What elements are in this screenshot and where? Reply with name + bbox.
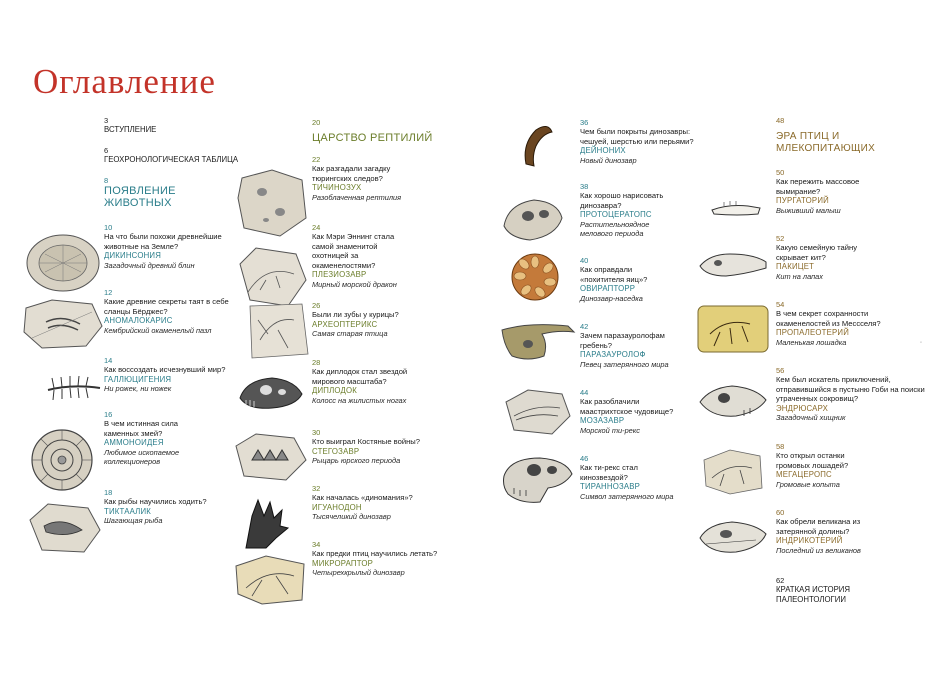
- stegosaurus-fossil-illustration: [232, 430, 308, 482]
- toc-entry[interactable]: [776, 234, 871, 281]
- entry-subtitle: Колосс на жилистых ногах: [312, 395, 407, 405]
- toc-entry[interactable]: [104, 146, 244, 165]
- entry-name: МОЗАЗАВР: [580, 416, 625, 426]
- page-number: 20: [312, 118, 321, 127]
- protoceratops-skull-illustration: [500, 196, 564, 244]
- toc-entry[interactable]: [104, 410, 204, 467]
- toc-entry[interactable]: [776, 300, 896, 347]
- page-number: 42: [580, 322, 589, 331]
- entry-question: Кем был искатель приключений, отправившийся в пустыню Гоби на поиски утраченных сокровищ?: [776, 375, 925, 404]
- entry-question: Как хорошо нарисовать динозавра?: [580, 191, 664, 210]
- page-number: 10: [104, 223, 113, 232]
- t-rex-skull-illustration: [500, 452, 576, 508]
- entry-question: Чем были покрыты динозавры: чешуей, шерстью или перьями?: [580, 127, 694, 146]
- page-number: 16: [104, 410, 113, 419]
- entry-title: ВСТУПЛЕНИЕ: [104, 125, 157, 134]
- toc-entry[interactable]: [580, 454, 680, 501]
- entry-name: АНОМАЛОКАРИС: [104, 316, 173, 326]
- entry-name: ОВИРАПТОРР: [580, 284, 636, 294]
- toc-entry[interactable]: [312, 155, 412, 202]
- entry-subtitle: Символ затерянного мира: [580, 491, 674, 501]
- page-number: 50: [776, 168, 785, 177]
- page-number: 22: [312, 155, 321, 164]
- page-number: 3: [104, 116, 109, 125]
- page-number: 44: [580, 388, 589, 397]
- ediacaran-fossil-illustration: [25, 232, 101, 294]
- toc-entry[interactable]: [312, 358, 424, 405]
- page-number: 38: [580, 182, 589, 191]
- page-number: 26: [312, 301, 321, 310]
- footprint-slab-illustration: [236, 168, 308, 238]
- entry-question: Были ли зубы у курицы?: [312, 310, 399, 319]
- entry-title: ГЕОХРОНОЛОГИЧЕСКАЯ ТАБЛИЦА: [104, 155, 239, 164]
- paraceratherium-skull-illustration: [696, 516, 770, 560]
- entry-name: АММОНОИДЕЯ: [104, 438, 164, 448]
- oviraptor-nest-illustration: [510, 252, 560, 302]
- toc-entry[interactable]: [104, 116, 244, 135]
- entry-subtitle: Кит на лапах: [776, 271, 823, 281]
- page-number: 52: [776, 234, 785, 243]
- entry-question: Как ти-рекс стал кинозвездой?: [580, 463, 638, 482]
- entry-name: ПЛЕЗИОЗАВР: [312, 270, 367, 280]
- page-number: 28: [312, 358, 321, 367]
- toc-entry[interactable]: [104, 223, 229, 270]
- entry-name: МЕГАЦЕРОПС: [776, 470, 832, 480]
- entry-subtitle: Кембрийский окаменелый пазл: [104, 325, 212, 335]
- page-number: 48: [776, 116, 785, 125]
- entry-name: ИНДРИКОТЕРИЙ: [776, 536, 843, 546]
- toc-entry[interactable]: [580, 118, 700, 165]
- toc-entry[interactable]: [312, 223, 412, 289]
- entry-question: Какие древние секреты таят в себе сланцы Бёрджес?: [104, 297, 229, 316]
- entry-name: ПРОТОЦЕРАТОПС: [580, 210, 652, 220]
- microraptor-fossil-illustration: [232, 554, 308, 606]
- entry-subtitle: Громовые копыта: [776, 479, 840, 489]
- page-number: 32: [312, 484, 321, 493]
- toc-entry[interactable]: [312, 118, 452, 144]
- entry-name: СТЕГОЗАВР: [312, 446, 360, 456]
- entry-name: АРХЕОПТЕРИКС: [312, 319, 378, 329]
- page-number: 58: [776, 442, 785, 451]
- toc-entry[interactable]: [580, 388, 680, 435]
- purgatorius-jaw-illustration: [708, 198, 764, 220]
- page-number: 34: [312, 540, 321, 549]
- toc-entry[interactable]: [312, 428, 452, 466]
- burgess-shale-fossil-illustration: [22, 298, 104, 350]
- hallucigenia-illustration: [42, 374, 106, 404]
- plesiosaur-fossil-illustration: [236, 244, 308, 308]
- entry-title: КРАТКАЯ ИСТОРИЯ ПАЛЕОНТОЛОГИИ: [776, 585, 851, 604]
- entry-subtitle: Любимое ископаемое коллекционеров: [104, 447, 180, 467]
- entry-name: МИКРОРАПТОР: [312, 558, 374, 568]
- page-number: 24: [312, 223, 321, 232]
- entry-question: Как пережить массовое вымирание?: [776, 177, 860, 196]
- andrewsarchus-skull-illustration: [696, 380, 770, 424]
- page-number: 6: [104, 146, 109, 155]
- entry-subtitle: Выживший малыш: [776, 205, 841, 215]
- entry-subtitle: Ни рожек, ни ножек: [104, 384, 172, 394]
- entry-subtitle: Тысячеликий динозавр: [312, 512, 391, 522]
- page-title: Оглавление: [33, 62, 216, 101]
- toc-entry[interactable]: [312, 484, 452, 522]
- entry-question: Как обрели великана из затерянной долины?: [776, 517, 861, 536]
- page-number: 12: [104, 288, 113, 297]
- entry-question: Зачем паразауролофам гребень?: [580, 331, 665, 350]
- entry-subtitle: Загадочный древний блин: [104, 260, 195, 270]
- entry-name: ДИКИНСОНИЯ: [104, 251, 162, 261]
- entry-name: ТИРАННОЗАВР: [580, 482, 641, 492]
- entry-question: Как Мэри Эннинг стала самой знаменитой охотницей за окаменелостями?: [312, 232, 395, 270]
- page-number: 46: [580, 454, 589, 463]
- page-number: 36: [580, 118, 589, 127]
- page-number: 56: [776, 366, 785, 375]
- section-title: ЭРА ПТИЦ И МЛЕКОПИТАЮЩИХ: [776, 131, 876, 154]
- toc-entry[interactable]: [776, 442, 876, 489]
- ammonite-illustration: [30, 428, 94, 492]
- iguanodon-hand-illustration: [236, 492, 296, 552]
- entry-name: ДЕЙНОНИХ: [580, 146, 626, 156]
- diplodocus-skull-illustration: [236, 372, 304, 416]
- entry-subtitle: Растительноядное мелового периода: [580, 219, 650, 239]
- entry-subtitle: Четырехкрылый динозавр: [312, 568, 405, 578]
- entry-subtitle: Самая старая птица: [312, 329, 388, 339]
- toc-entry[interactable]: [104, 488, 244, 526]
- pakicetus-skull-illustration: [696, 248, 768, 282]
- propalaeotherium-fossil-illustration: [696, 304, 770, 354]
- toc-entry[interactable]: [580, 182, 670, 239]
- entry-subtitle: Разоблаченная рептилия: [312, 192, 402, 202]
- entry-question: Как диплодок стал звездой мирового масштаба?: [312, 367, 408, 386]
- page-edge-mark: ◦: [920, 340, 923, 346]
- entry-name: ГАЛЛЮЦИГЕНИЯ: [104, 374, 172, 384]
- toc-entry[interactable]: [580, 256, 670, 303]
- entry-question: Какую семейную тайну скрывает кит?: [776, 243, 858, 262]
- entry-name: ПАКИЦЕТ: [776, 262, 815, 272]
- entry-question: Кто выиграл Костяные войны?: [312, 437, 420, 446]
- entry-question: Кто открыл останки громовых лошадей?: [776, 451, 849, 470]
- page-number: 60: [776, 508, 785, 517]
- page-number: 14: [104, 356, 113, 365]
- entry-subtitle: Шагающая рыба: [104, 516, 163, 526]
- entry-name: ИГУАНОДОН: [312, 502, 362, 512]
- page-number: 40: [580, 256, 589, 265]
- toc-entry[interactable]: [312, 540, 462, 578]
- entry-question: Как оправдали «похитителя яиц»?: [580, 265, 648, 284]
- entry-name: ТИКТААЛИК: [104, 506, 152, 516]
- mosasaur-jaw-illustration: [502, 386, 572, 436]
- entry-question: В чем секрет сохранности окаменелостей из Мессселя?: [776, 309, 881, 328]
- toc-entry[interactable]: [776, 366, 926, 423]
- page-number: 8: [104, 176, 109, 185]
- archaeopteryx-fossil-illustration: [244, 300, 310, 360]
- entry-subtitle: Маленькая лошадка: [776, 337, 847, 347]
- page-number: 62: [776, 576, 785, 585]
- toc-entry[interactable]: [776, 116, 906, 155]
- entry-question: На что были похожи древнейшие животные на Земле?: [104, 232, 222, 251]
- page-number: 18: [104, 488, 113, 497]
- entry-subtitle: Рыцарь юрского периода: [312, 456, 401, 466]
- entry-name: ПАРАЗАУРОЛОФ: [580, 350, 646, 360]
- toc-entry[interactable]: [312, 301, 432, 339]
- toc-entry[interactable]: [104, 176, 194, 209]
- entry-subtitle: Загадочный хищник: [776, 413, 846, 423]
- tiktaalik-fossil-illustration: [26, 500, 102, 556]
- entry-subtitle: Певец затерянного мира: [580, 359, 669, 369]
- entry-name: ЭНДРЮСАРХ: [776, 403, 829, 413]
- entry-subtitle: Морской ти-рекс: [580, 425, 640, 435]
- megacerops-fossil-illustration: [700, 448, 764, 496]
- toc-entry[interactable]: [776, 576, 876, 604]
- entry-question: Как рыбы научились ходить?: [104, 497, 207, 506]
- entry-question: Как воссоздать исчезнувший мир?: [104, 365, 226, 374]
- entry-question: Как предки птиц научились летать?: [312, 549, 438, 558]
- entry-subtitle: Динозавр-наседка: [580, 293, 643, 303]
- entry-name: ПРОПАЛЕОТЕРИЙ: [776, 328, 850, 338]
- parasaurolophus-skull-illustration: [498, 320, 576, 364]
- entry-name: ДИПЛОДОК: [312, 386, 357, 396]
- entry-subtitle: Мирный морской дракон: [312, 279, 397, 289]
- entry-question: Как началась «диномания»?: [312, 493, 413, 502]
- toc-entry[interactable]: [776, 508, 876, 555]
- entry-question: В чем истинная сила каменных змей?: [104, 419, 178, 438]
- entry-question: Как разгадали загадку тюрингских следов?: [312, 164, 391, 183]
- page-number: 30: [312, 428, 321, 437]
- entry-subtitle: Последний из великанов: [776, 545, 861, 555]
- section-title: ПОЯВЛЕНИЕ ЖИВОТНЫХ: [104, 185, 176, 209]
- entry-subtitle: Новый динозавр: [580, 155, 637, 165]
- toc-entry[interactable]: [104, 356, 244, 394]
- page-number: 54: [776, 300, 785, 309]
- entry-name: ПУРГАТОРИЙ: [776, 196, 829, 206]
- toc-entry[interactable]: [104, 288, 232, 335]
- entry-name: ТИЧИНОЗУХ: [312, 183, 362, 193]
- toc-entry[interactable]: [580, 322, 680, 369]
- toc-entry[interactable]: [776, 168, 866, 215]
- entry-question: Как разоблачили маастрихтское чудовище?: [580, 397, 674, 416]
- deinonychus-claw-illustration: [518, 124, 558, 168]
- section-title: ЦАРСТВО РЕПТИЛИЙ: [312, 132, 433, 144]
